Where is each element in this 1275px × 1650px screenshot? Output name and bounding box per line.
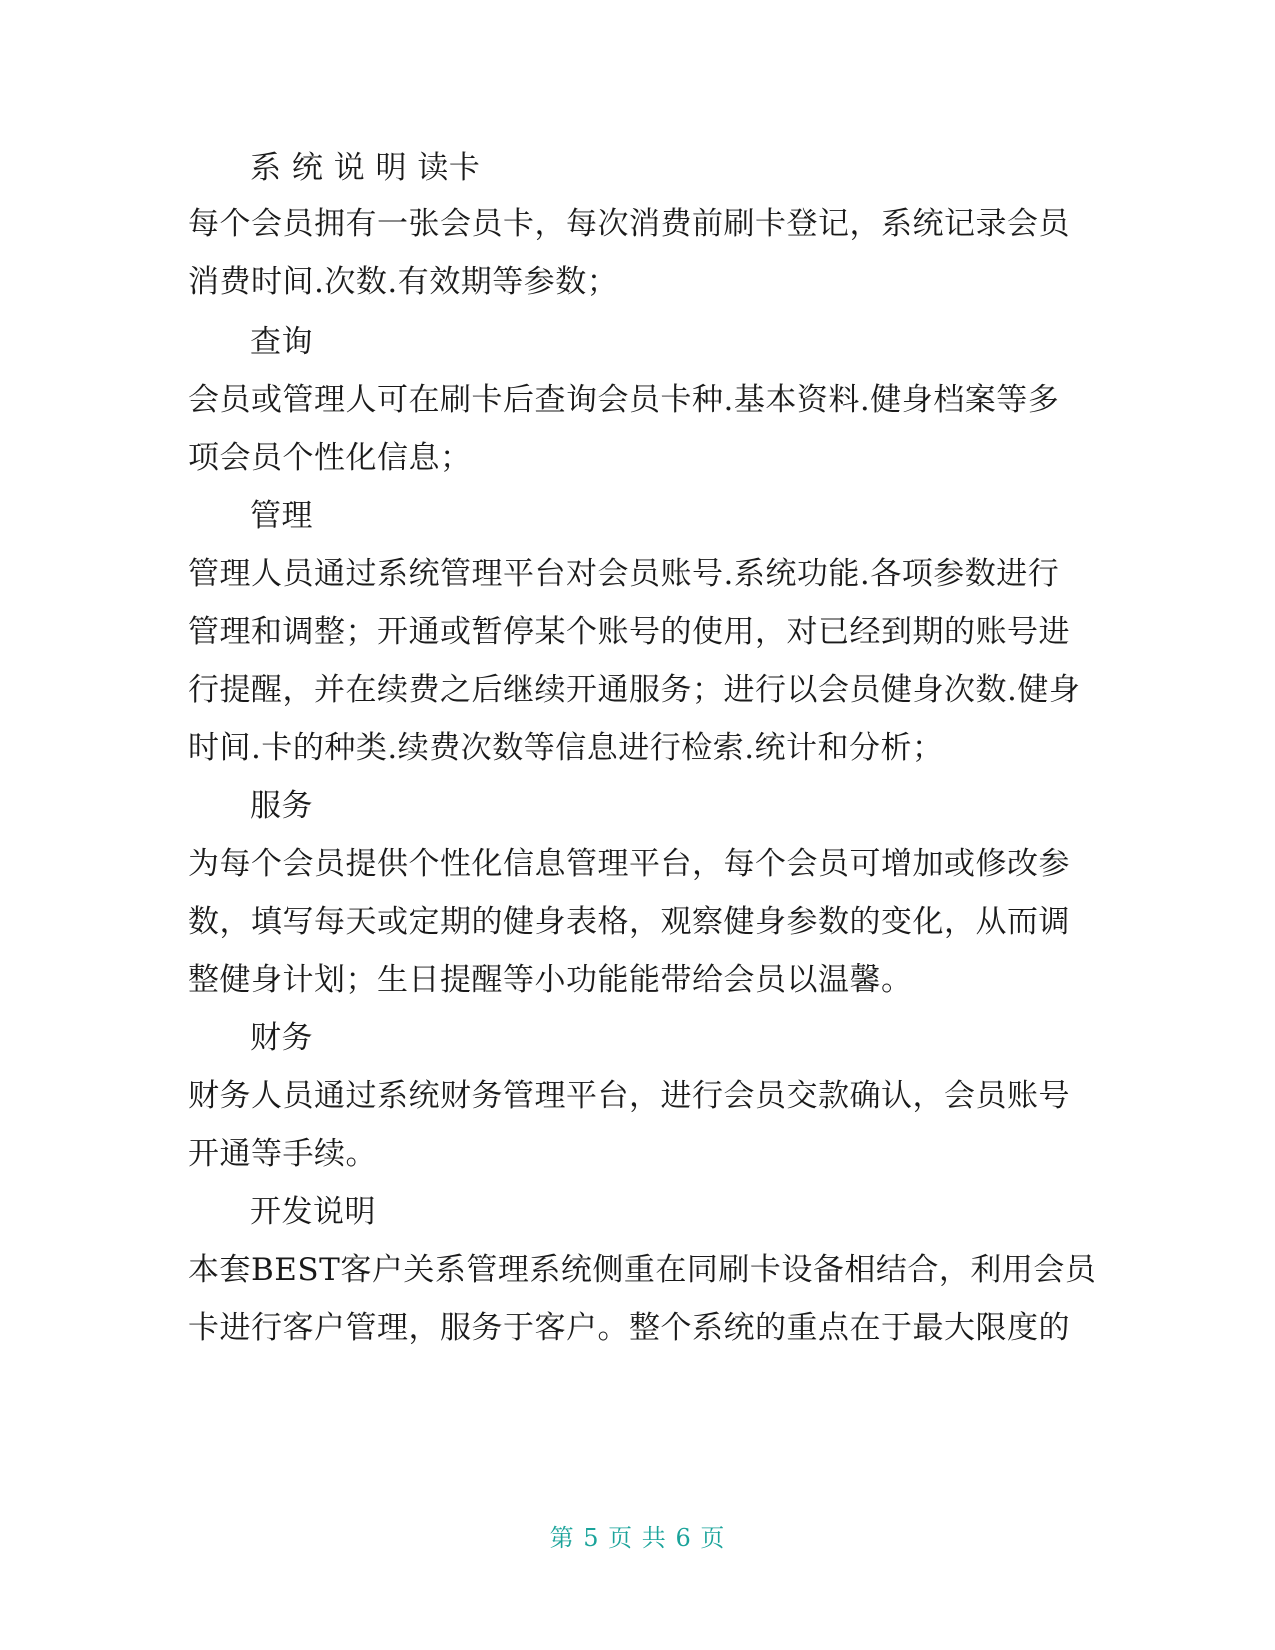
paragraph-line: 管理和调整；开通或暂停某个账号的使用，对已经到期的账号进 [188,614,1070,650]
paragraph-line: 会员或管理人可在刷卡后查询会员卡种.基本资料.健身档案等多 [188,382,1060,418]
paragraph-line: 财务人员通过系统财务管理平台，进行会员交款确认，会员账号 [188,1078,1070,1114]
paragraph-line: 管理人员通过系统管理平台对会员账号.系统功能.各项参数进行 [188,556,1060,592]
paragraph-line: 行提醒，并在续费之后继续开通服务；进行以会员健身次数.健身 [188,672,1081,708]
paragraph-line: 消费时间.次数.有效期等参数； [188,264,619,300]
section-heading-management: 管理 [250,498,313,534]
paragraph-line: 数，填写每天或定期的健身表格，观察健身参数的变化，从而调 [188,904,1070,940]
paragraph-line: 本套BEST客户关系管理系统侧重在同刷卡设备相结合，利用会员 [188,1252,1097,1288]
paragraph-line: 每个会员拥有一张会员卡，每次消费前刷卡登记，系统记录会员 [188,206,1070,242]
section-heading-query: 查询 [250,324,313,360]
page-number-footer: 第 5 页 共 6 页 [549,1524,726,1552]
section-heading-service: 服务 [250,788,313,824]
paragraph-line: 项会员个性化信息； [188,440,472,476]
paragraph-line: 时间.卡的种类.续费次数等信息进行检索.统计和分析； [188,730,944,766]
paragraph-line: 开通等手续。 [188,1136,377,1172]
paragraph-line: 为每个会员提供个性化信息管理平台，每个会员可增加或修改参 [188,846,1070,882]
paragraph-line: 卡进行客户管理，服务于客户。整个系统的重点在于最大限度的 [188,1310,1070,1346]
paragraph-line: 整健身计划；生日提醒等小功能能带给会员以温馨。 [188,962,913,998]
section-heading-development: 开发说明 [250,1194,376,1230]
section-heading-finance: 财务 [250,1020,313,1056]
section-heading-card-reading: 系 统 说 明 读卡 [250,150,481,186]
